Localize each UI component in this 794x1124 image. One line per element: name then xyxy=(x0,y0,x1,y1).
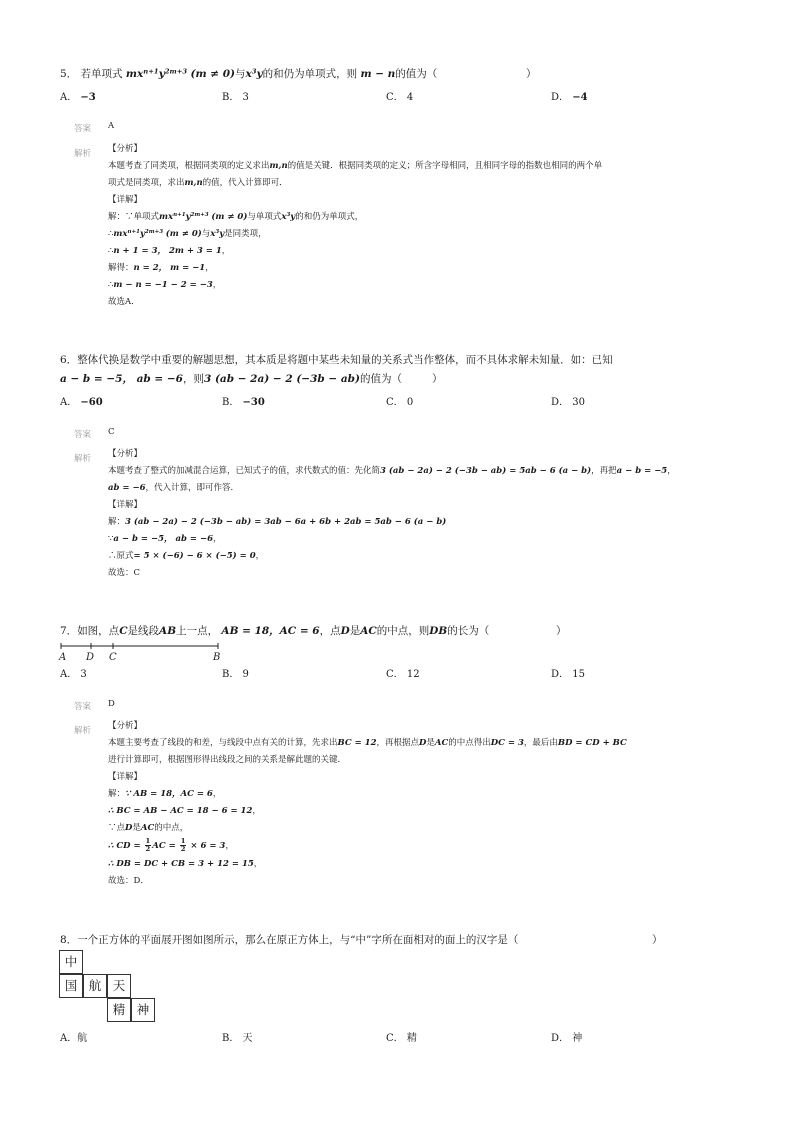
net-cell-jing: 精 xyxy=(107,998,131,1022)
q6-option-a[interactable]: A． −60 xyxy=(60,397,103,408)
q8-option-b[interactable]: B． 天 xyxy=(222,1033,253,1044)
q7-analysis-label: 解析 xyxy=(74,726,92,736)
q6-answer-value: C xyxy=(108,427,115,437)
net-cell-shen: 神 xyxy=(131,998,155,1022)
q7-option-d[interactable]: D． 15 xyxy=(551,669,585,680)
q7-segment-figure xyxy=(56,640,226,664)
net-cell-tian: 天 xyxy=(107,974,131,998)
point-a-label: A xyxy=(59,652,67,663)
point-d-label: D xyxy=(86,652,95,663)
q5-answer-label: 答案 xyxy=(74,124,92,134)
q5-option-c[interactable]: C． 4 xyxy=(386,92,414,103)
q7-stem: 7．如图，点C是线段AB上一点， AB = 18，AC = 6，点D是AC的中点，则DB的长为（ xyxy=(60,625,490,637)
q7-close-paren: ） xyxy=(556,625,567,637)
q5-analysis-label: 解析 xyxy=(74,149,92,159)
q5-analysis: 【分析】 本题考查了同类项，根据同类项的定义求出m,n的值是关键．根据同类项的定义；所含字母相同，且相同字母的指数也相同的两个单 项式是同类项，求出m,n的值，代入计算即可． 【详解】 解：∵单项式$mx^{n+1}y^{2m+3}$ (m ≠ 0)与单项式$x^3y$的和仍为单项式， $\therefore mx^{n+1}y^{2m+3}$ (m ≠ 0)与$x^3y$是同类项， ∴n + 1 = 3， 2m + 3 = 1， 解得：n = 2， m = −1， ∴m − n = −1 − 2 = −3， 故选A． xyxy=(108,144,603,307)
q5-option-a[interactable]: A． −3 xyxy=(60,92,96,103)
q6-close-paren: ） xyxy=(432,373,443,385)
q7-option-c[interactable]: C． 12 xyxy=(386,669,420,680)
net-cell-zhong: 中 xyxy=(59,950,83,974)
net-cell-hang: 航 xyxy=(83,974,107,998)
q5-answer-value: A xyxy=(108,121,115,131)
q7-option-a[interactable]: A． 3 xyxy=(60,669,87,680)
q5-option-b[interactable]: B． 3 xyxy=(222,92,249,103)
q6-option-c[interactable]: C． 0 xyxy=(386,397,414,408)
q5-close-paren: ） xyxy=(526,68,537,80)
q8-option-a[interactable]: A．航 xyxy=(60,1033,88,1044)
q8-close-paren: ） xyxy=(652,934,663,946)
point-c-label: C xyxy=(109,652,117,663)
q6-stem-line1: 6．整体代换是数学中重要的解题思想，其本质是将题中某些未知量的关系式当作整体，而不具体求解未知量．如：已知 xyxy=(60,354,613,366)
net-cell-guo: 国 xyxy=(59,974,83,998)
q7-option-b[interactable]: B． 9 xyxy=(222,669,249,680)
q7-analysis: 【分析】 本题主要考查了线段的和差，与线段中点有关的计算，先求出BC = 12，再根据点D是AC的中点得出DC = 3，最后由BD = CD + BC 进行计算即可，根据图形得出线段之间的关系是解此题的关键． 【详解】 解：∵ AB = 18，AC = 6， ∴ BC = AB − AC = 18 − 6 = 12， ∵点D是AC的中点， ∴ CD = $\frac{1}{2}$ AC = $\frac{1}{2}$ × 6 = 3， ∴ DB = DC + CB = 3 + 12 = 15， 故选：D． xyxy=(108,721,627,886)
q7-answer-value: D xyxy=(108,699,115,709)
q5-option-d[interactable]: D． −4 xyxy=(551,92,588,103)
q6-analysis-label: 解析 xyxy=(74,454,92,464)
q5-stem: 5． 若单项式 $mx^{n+1}y^{2m+3}$ (m ≠ 0)与$x^3y$的和仍为单项式，则 m − n的值为（ xyxy=(60,67,438,80)
q8-stem: 8．一个正方体的平面展开图如图所示，那么在原正方体上，与“中”字所在面相对的面上的汉字是（ xyxy=(60,934,519,946)
q6-option-d[interactable]: D． 30 xyxy=(551,397,585,408)
q6-analysis: 【分析】 本题考查了整式的加减混合运算，已知式子的值，求代数式的值：先化简3 (ab − 2a) − 2 (−3b − ab) = 5ab − 6 (a − b)，再把a − b = −5， ab = −6，代入计算，即可作答． 【详解】 解：3 (ab − 2a) − 2 (−3b − ab) = 3ab − 6a + 6b + 2ab = 5ab − 6 (a − b) ∵a − b = −5， ab = −6， ∴原式= 5 × (−6) − 6 × (−5) = 0， 故选：C xyxy=(108,449,676,578)
point-b-label: B xyxy=(213,652,221,663)
q6-stem-line2: a − b = −5， ab = −6，则3 (ab − 2a) − 2 (−3b − ab)的值为（ xyxy=(60,373,402,385)
q8-option-c[interactable]: C． 精 xyxy=(386,1033,417,1044)
q7-answer-label: 答案 xyxy=(74,702,92,712)
q8-option-d[interactable]: D． 神 xyxy=(551,1033,583,1044)
q6-option-b[interactable]: B． −30 xyxy=(222,397,265,408)
q6-answer-label: 答案 xyxy=(74,430,92,440)
